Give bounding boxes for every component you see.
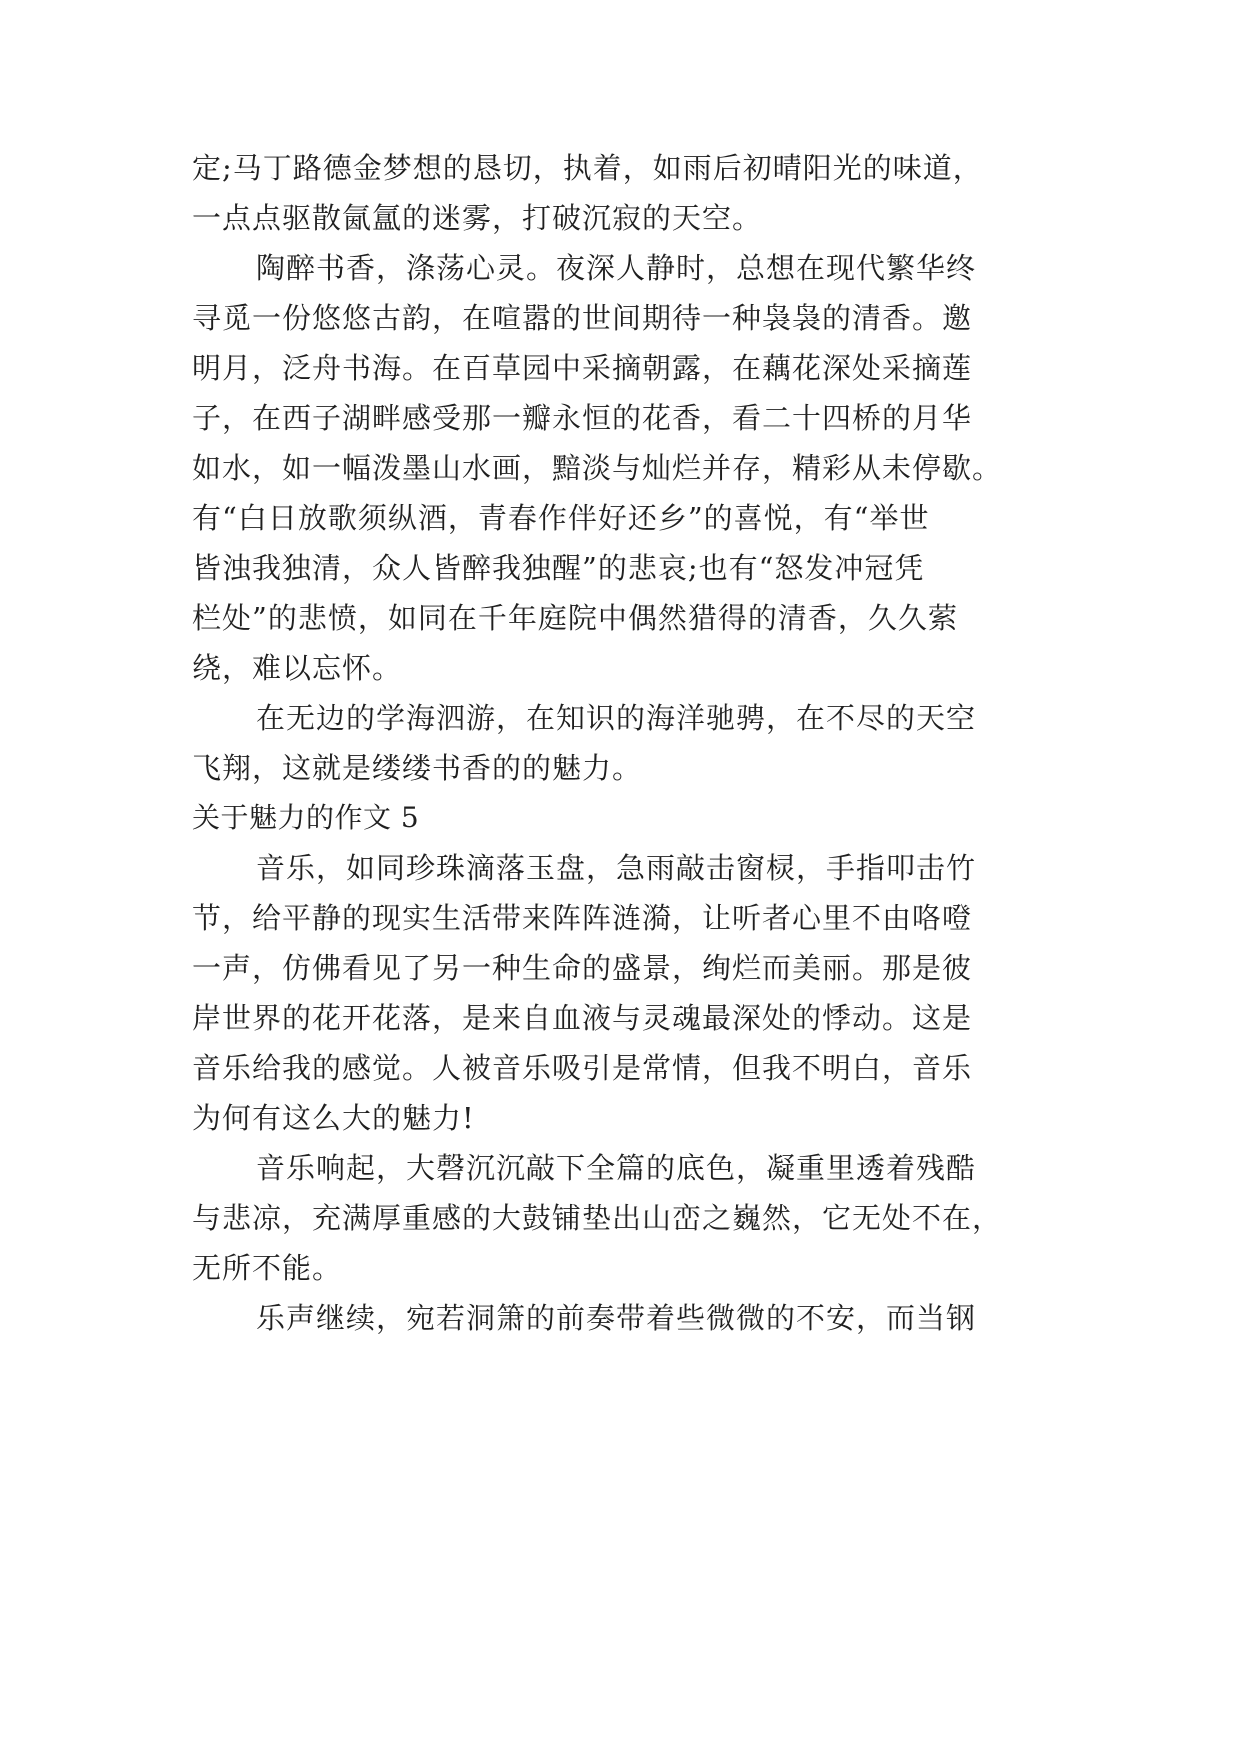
text-line: 无所不能。 <box>192 1251 343 1285</box>
text-line: 一点点驱散氤氲的迷雾，打破沉寂的天空。 <box>192 201 763 235</box>
text-line: 岸世界的花开花落，是来自血液与灵魂最深处的悸动。这是 <box>192 1001 973 1035</box>
text-line: 寻觅一份悠悠古韵，在喧嚣的世间期待一种袅袅的清香。邀 <box>192 301 973 335</box>
text-line: 绕，难以忘怀。 <box>192 651 403 685</box>
paragraph-first-line: 在无边的学海泗游，在知识的海洋驰骋，在不尽的天空 <box>256 701 977 735</box>
text-line: 皆浊我独清，众人皆醉我独醒”的悲哀;也有“怒发冲冠凭 <box>192 551 925 585</box>
paragraph-first-line: 乐声继续，宛若洞箫的前奏带着些微微的不安，而当钢 <box>256 1301 977 1335</box>
text-line: 明月，泛舟书海。在百草园中采摘朝露，在藕花深处采摘莲 <box>192 351 973 385</box>
paragraph-first-line: 陶醉书香，涤荡心灵。夜深人静时，总想在现代繁华终 <box>256 251 977 285</box>
text-line: 为何有这么大的魅力! <box>192 1101 475 1135</box>
text-line: 子，在西子湖畔感受那一瓣永恒的花香，看二十四桥的月华 <box>192 401 973 435</box>
text-line: 与悲凉，充满厚重感的大鼓铺垫出山峦之巍然，它无处不在， <box>192 1201 1003 1235</box>
text-line: 栏处”的悲愤，如同在千年庭院中偶然猎得的清香，久久萦 <box>192 601 958 635</box>
text-line: 定;马丁路德金梦想的恳切，执着，如雨后初晴阳光的味道， <box>192 151 983 185</box>
paragraph-first-line: 音乐，如同珍珠滴落玉盘，急雨敲击窗棂，手指叩击竹 <box>256 851 977 885</box>
text-line: 一声，仿佛看见了另一种生命的盛景，绚烂而美丽。那是彼 <box>192 951 973 985</box>
text-line: 有“白日放歌须纵酒，青春作伴好还乡”的喜悦，有“举世 <box>192 501 930 535</box>
section-heading: 关于魅力的作文 5 <box>192 801 420 834</box>
text-line: 如水，如一幅泼墨山水画，黯淡与灿烂并存，精彩从未停歇。 <box>192 451 1003 485</box>
text-line: 节，给平静的现实生活带来阵阵涟漪，让听者心里不由咯噔 <box>192 901 973 935</box>
text-line: 飞翔，这就是缕缕书香的的魅力。 <box>192 751 643 785</box>
text-line: 音乐给我的感觉。人被音乐吸引是常情，但我不明白，音乐 <box>192 1051 973 1085</box>
paragraph-first-line: 音乐响起，大磬沉沉敲下全篇的底色，凝重里透着残酷 <box>256 1151 977 1185</box>
